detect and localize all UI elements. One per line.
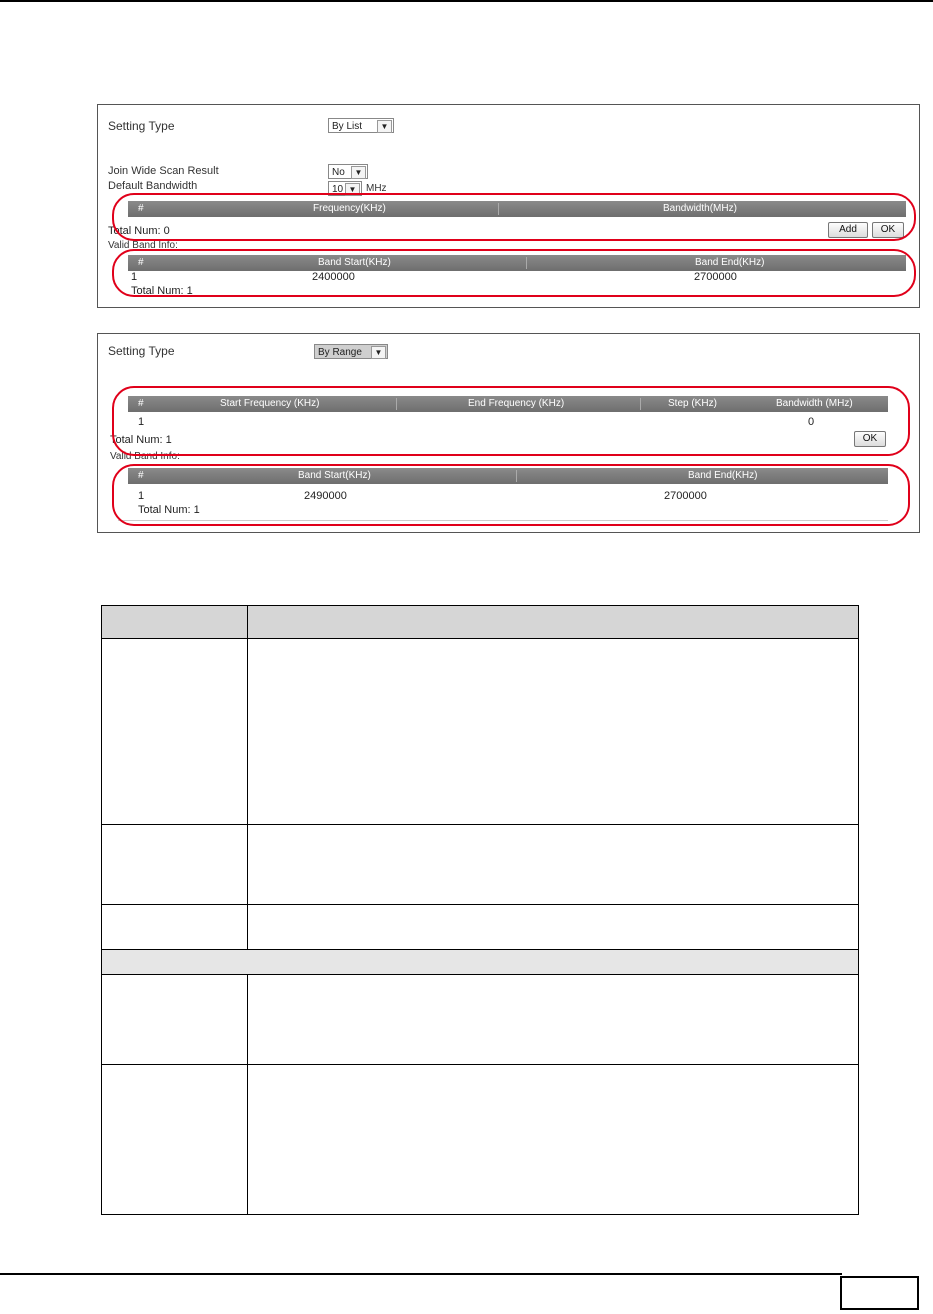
page-number-box <box>840 1276 919 1310</box>
column-divider <box>247 606 248 949</box>
col-band-start: Band Start(KHz) <box>318 257 391 268</box>
band-row-end: 2700000 <box>664 490 707 502</box>
join-wide-scan-select[interactable] <box>328 164 368 179</box>
highlight-frequency-table <box>112 193 916 241</box>
range-total: Total Num: 1 <box>110 434 172 446</box>
col-band-end: Band End(KHz) <box>688 470 758 481</box>
col-num: # <box>138 203 144 214</box>
band-total: Total Num: 1 <box>138 504 200 516</box>
add-button[interactable]: Add <box>828 222 868 238</box>
default-bandwidth-value: 10 <box>332 184 344 195</box>
valid-band-label: Valid Band Info: <box>110 451 180 462</box>
col-bandwidth: Bandwidth (MHz) <box>776 398 853 409</box>
band-row-num: 1 <box>138 490 145 502</box>
col-frequency: Frequency(KHz) <box>313 203 386 214</box>
default-bandwidth-unit: MHz <box>366 183 387 194</box>
valid-band-label: Valid Band Info: <box>108 240 178 251</box>
table-header <box>102 606 858 639</box>
col-end-frequency: End Frequency (KHz) <box>468 398 565 409</box>
top-rule <box>0 0 933 2</box>
col-bandwidth: Bandwidth(MHz) <box>663 203 737 214</box>
setting-type-label: Setting Type <box>108 344 175 358</box>
setting-type-value: By List <box>332 121 363 132</box>
setting-type-select[interactable] <box>328 118 394 133</box>
frequency-total: Total Num: 0 <box>108 225 170 237</box>
screenshot-by-range <box>97 333 920 533</box>
col-band-start: Band Start(KHz) <box>298 470 371 481</box>
range-row-num: 1 <box>138 416 145 428</box>
col-start-frequency: Start Frequency (KHz) <box>220 398 320 409</box>
band-total: Total Num: 1 <box>131 285 193 297</box>
highlight-band-table <box>112 249 916 297</box>
row-divider <box>102 1064 858 1065</box>
chevron-down-icon: ▼ <box>371 346 386 359</box>
ok-button[interactable]: OK <box>854 431 886 447</box>
setting-type-label: Setting Type <box>108 119 175 133</box>
highlight-range-table <box>112 386 910 456</box>
band-row-end: 2700000 <box>694 271 737 283</box>
ok-button[interactable]: OK <box>872 222 904 238</box>
footer-rule <box>0 1273 842 1275</box>
default-bandwidth-label: Default Bandwidth <box>108 180 198 192</box>
range-row-bandwidth: 0 <box>808 416 815 428</box>
highlight-band-table <box>112 464 910 526</box>
section-row <box>102 950 858 975</box>
setting-type-select[interactable] <box>314 344 388 359</box>
chevron-down-icon: ▼ <box>377 120 392 133</box>
row-divider <box>102 824 858 825</box>
col-band-end: Band End(KHz) <box>695 257 765 268</box>
col-num: # <box>138 257 144 268</box>
chevron-down-icon: ▼ <box>351 166 366 179</box>
description-table <box>101 605 859 1215</box>
join-wide-scan-value: No <box>332 167 345 178</box>
col-num: # <box>138 398 144 409</box>
screenshot-by-list <box>97 104 920 308</box>
col-num: # <box>138 470 144 481</box>
row-divider <box>102 904 858 905</box>
band-row-num: 1 <box>131 271 138 283</box>
row-divider <box>102 974 858 975</box>
band-row-start: 2490000 <box>304 490 347 502</box>
band-row-start: 2400000 <box>312 271 355 283</box>
col-step: Step (KHz) <box>668 398 717 409</box>
setting-type-value: By Range <box>318 347 362 358</box>
chevron-down-icon: ▼ <box>345 183 360 196</box>
column-divider <box>247 974 248 1214</box>
join-wide-scan-label: Join Wide Scan Result <box>108 165 219 177</box>
